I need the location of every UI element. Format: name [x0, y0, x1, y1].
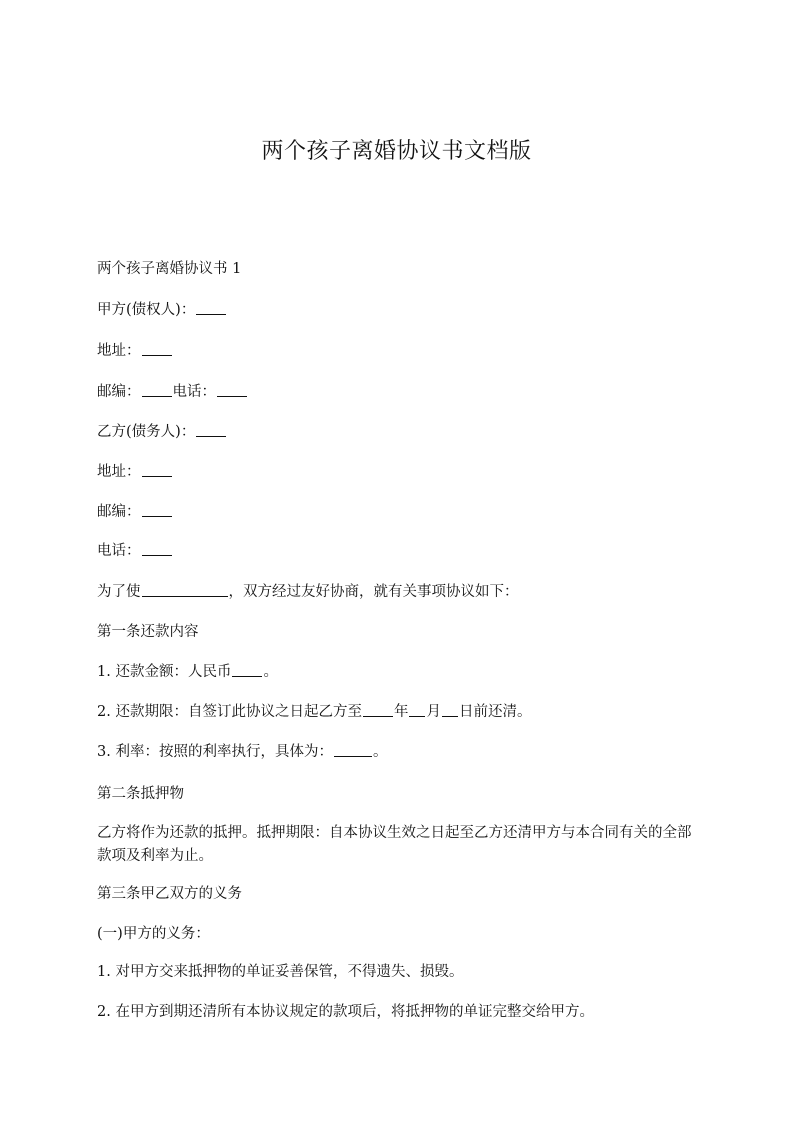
item-2-suffix: 日前还清。	[458, 704, 532, 720]
postcode-blank	[142, 502, 172, 517]
article-1-item-2	[97, 700, 697, 724]
postcode-label: 邮编：	[97, 504, 141, 520]
phone-label: 电话：	[97, 543, 141, 559]
item-1-suffix: 。	[263, 664, 278, 680]
article-2-heading: 第二条抵押物	[97, 786, 184, 802]
article-3-duty-2: 2. 在甲方到期还清所有本协议规定的款项后，将抵押物的单证完整交给甲方。	[97, 1004, 594, 1020]
article-1-item-1	[97, 660, 697, 684]
year-blank	[363, 702, 393, 717]
purpose-blank	[142, 582, 228, 597]
item-3-suffix: 。	[372, 744, 388, 760]
party-b-line	[97, 420, 697, 444]
address-label: 地址：	[97, 343, 141, 359]
postcode-blank	[142, 382, 172, 397]
postcode-label: 邮编：	[97, 384, 141, 400]
party-a-blank	[196, 300, 226, 315]
agreement-heading: 两个孩子离婚协议书 1	[97, 261, 242, 277]
address-label: 地址：	[97, 464, 141, 480]
document-title: 两个孩子离婚协议书文档版	[261, 139, 532, 164]
purpose-line	[97, 580, 697, 604]
item-1-prefix: 1. 还款金额：人民币	[97, 664, 232, 680]
article-1-heading: 第一条还款内容	[97, 624, 199, 640]
purpose-prefix: 为了使	[97, 584, 141, 600]
article-3-sub-heading: (一)甲方的义务：	[97, 926, 210, 942]
amount-blank	[232, 662, 262, 677]
party-a-line	[97, 298, 697, 322]
article-3-duty-1: 1. 对甲方交来抵押物的单证妥善保管，不得遗失、损毁。	[97, 964, 464, 980]
party-b-phone-line	[97, 539, 697, 563]
address-blank	[142, 341, 172, 356]
article-1-item-3	[97, 740, 697, 764]
article-3-heading: 第三条甲乙双方的义务	[97, 886, 242, 902]
party-b-address-line	[97, 460, 697, 484]
party-b-label: 乙方(债务人)：	[97, 424, 196, 440]
article-2-body: 乙方将作为还款的抵押。抵押期限：自本协议生效之日起至乙方还清甲方与本合同有关的全部款项及利率为止。	[97, 825, 692, 864]
phone-blank	[142, 541, 172, 556]
party-a-address-line	[97, 339, 697, 363]
item-2-prefix: 2. 还款期限：自签订此协议之日起乙方至	[97, 704, 362, 720]
party-b-blank	[196, 422, 226, 437]
item-3-prefix: 3. 利率：按照的利率执行，具体为：	[97, 744, 333, 760]
phone-blank	[217, 382, 247, 397]
party-b-postcode-line	[97, 500, 697, 524]
party-a-label: 甲方(债权人)：	[97, 302, 196, 318]
party-a-postcode-phone-line	[97, 380, 697, 404]
month-blank	[409, 702, 425, 717]
month-label: 月	[426, 704, 441, 720]
phone-label: 电话：	[172, 384, 216, 400]
day-blank	[442, 702, 458, 717]
rate-blank	[334, 742, 372, 757]
purpose-suffix: ，双方经过友好协商，就有关事项协议如下：	[228, 584, 519, 600]
address-blank	[142, 462, 172, 477]
year-label: 年	[393, 704, 409, 720]
